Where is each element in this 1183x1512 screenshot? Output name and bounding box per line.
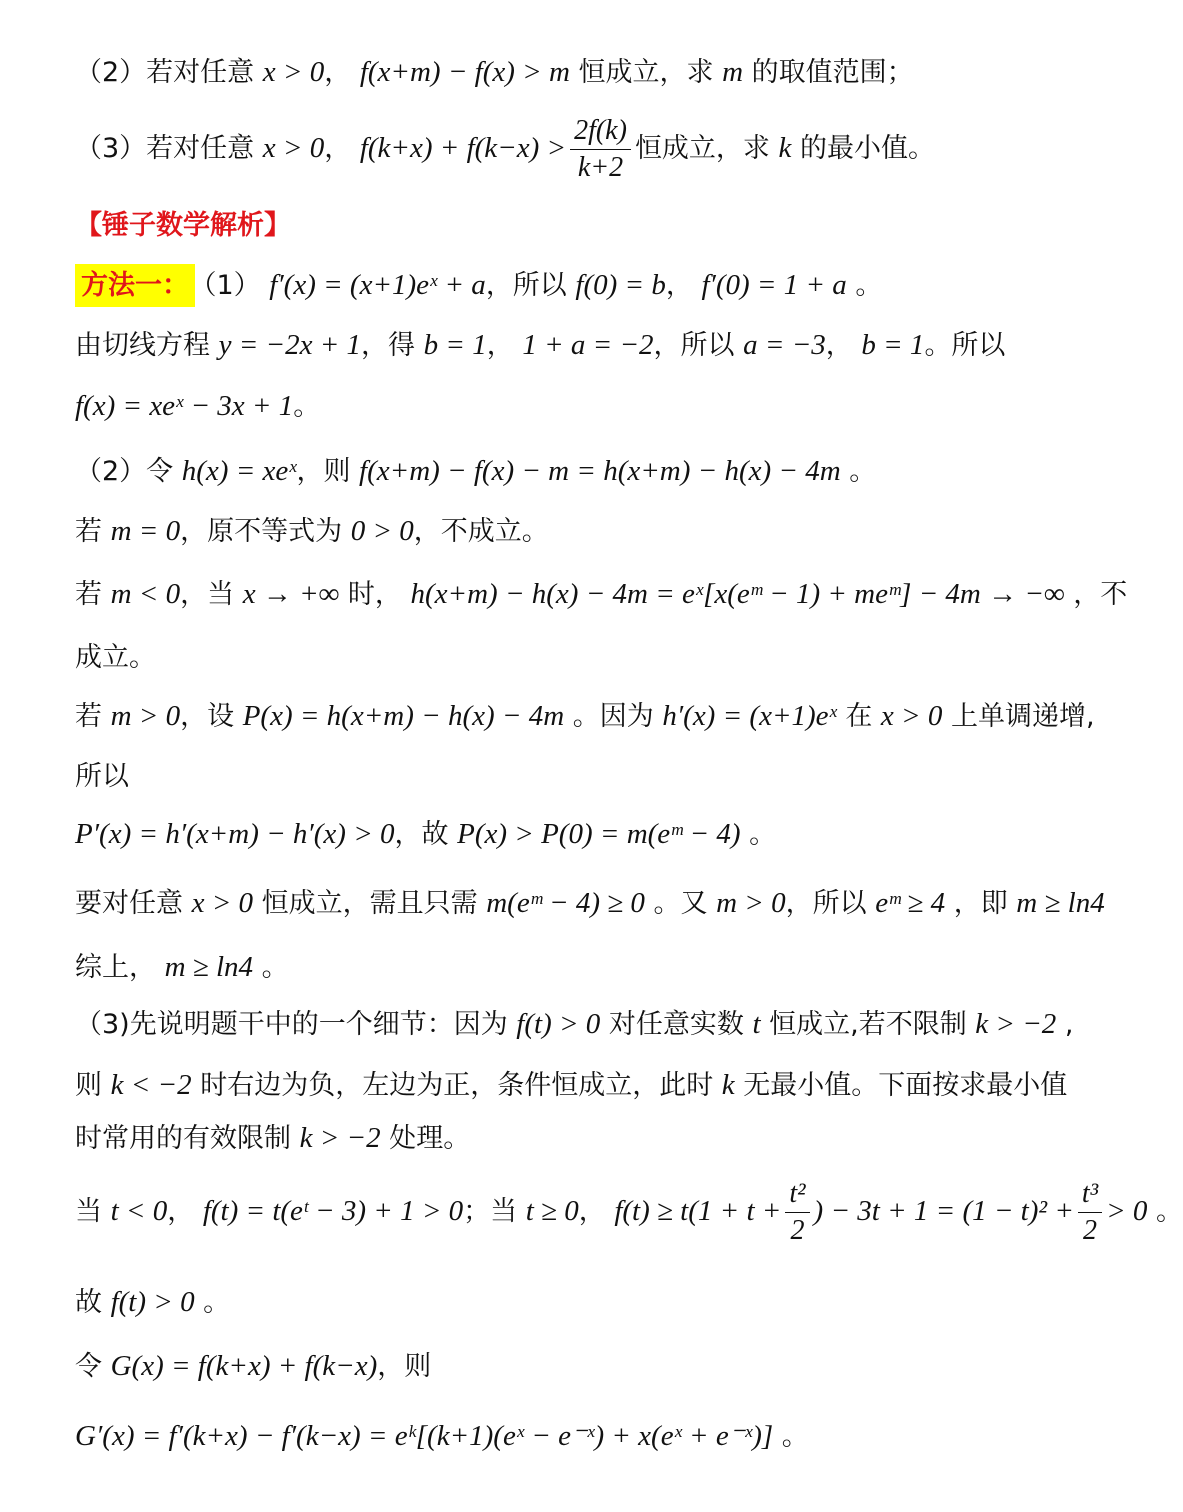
text-run: 若 xyxy=(75,579,111,610)
line-p3-detail-3 xyxy=(75,1118,1060,1159)
text-run: ，故 xyxy=(394,819,458,850)
text-run: 时右边为负，左边为正，条件恒成立，此时 xyxy=(191,1070,722,1101)
text-run: ， xyxy=(324,57,360,88)
text-run: ， xyxy=(578,1196,615,1227)
math-expression: k > −2 xyxy=(299,1122,381,1154)
line-f-positive xyxy=(75,1282,1060,1323)
line-solution-heading xyxy=(75,206,1060,246)
math-expression: P(x) > P(0) = m(eᵐ − 4) xyxy=(457,818,741,850)
text-run: ，当 xyxy=(180,579,243,610)
text-run: 。 xyxy=(1147,1196,1183,1227)
math-expression: P′(x) = h′(x+m) − h′(x) > 0 xyxy=(75,818,395,850)
text-run: ， xyxy=(167,1196,203,1227)
fraction-numerator: t² xyxy=(785,1178,809,1213)
math-expression: h(x+m) − h(x) − 4m = eˣ[x(eᵐ − 1) + meᵐ] − 4m → −∞ xyxy=(410,578,1065,610)
text-run: 。 xyxy=(194,1287,231,1318)
text-run: 则 xyxy=(75,1070,111,1101)
math-expression: f(t) ≥ t(1 + t + xyxy=(614,1195,782,1227)
text-run: 对任意实数 xyxy=(600,1009,753,1040)
text-run: 在 xyxy=(836,701,881,732)
text-run: ，所以 xyxy=(485,270,576,301)
math-expression: P(x) = h(x+m) − h(x) − 4m xyxy=(242,700,565,732)
math-expression: h(x) = xeˣ xyxy=(181,455,297,487)
text-run: 恒成立，求 xyxy=(634,133,779,164)
text-run: ，不成立。 xyxy=(413,516,549,547)
text-run: ，原不等式为 xyxy=(180,516,351,547)
text-run: （3)先说明题干中的一个细节：因为 xyxy=(75,1009,517,1040)
text-run: 。 xyxy=(840,456,877,487)
line-p-derivative xyxy=(75,814,1060,855)
math-expression: k > −2 xyxy=(975,1008,1057,1040)
text-run: ，所以 xyxy=(653,330,744,361)
line-so-line xyxy=(75,757,1060,797)
fraction-numerator: 2f(k) xyxy=(570,115,631,150)
math-expression: f′(0) = 1 + a xyxy=(701,269,847,301)
math-expression: f(x) = xeˣ − 3x + 1 xyxy=(75,390,294,422)
text-run: ， xyxy=(665,270,702,301)
math-expression: ) − 3t + 1 = (1 − t)² + xyxy=(813,1195,1074,1227)
text-run: 的最小值。 xyxy=(791,133,935,164)
math-expression: m = 0 xyxy=(110,515,181,547)
line-p3-question xyxy=(75,115,1060,184)
text-run: 若 xyxy=(75,516,111,547)
math-expression: f(x+m) − f(x) − m = h(x+m) − h(x) − 4m xyxy=(359,455,841,487)
text-run: 恒成立,若不限制 xyxy=(760,1009,976,1040)
math-expression: x > 0 xyxy=(262,56,325,88)
text-run: 。 xyxy=(846,270,883,301)
text-run: 故 xyxy=(75,1287,111,1318)
math-expression: f(k+x) + f(k−x) > xyxy=(359,132,567,164)
text-run: 令 xyxy=(75,1351,111,1382)
line-let-g xyxy=(75,1346,1060,1387)
fraction xyxy=(785,1178,809,1247)
text-run: ， xyxy=(324,133,360,164)
line-case-m-positive xyxy=(75,696,1095,737)
text-run: 。 xyxy=(740,819,777,850)
text-run: ， xyxy=(825,330,862,361)
math-expression: b = 1 xyxy=(423,329,487,361)
text-run: 【锤子数学解析】 xyxy=(75,210,291,241)
text-run: ，则 xyxy=(296,456,360,487)
text-run: 。所以 xyxy=(924,330,1006,361)
fraction-denominator: k+2 xyxy=(577,152,624,183)
line-p3-detail xyxy=(75,1004,1074,1045)
method-label: 方法一： xyxy=(75,264,195,307)
text-run: 上单调递增, xyxy=(942,701,1095,732)
fraction-denominator: 2 xyxy=(790,1215,805,1246)
line-g-derivative xyxy=(75,1416,1060,1457)
line-case-m-zero xyxy=(75,511,1060,552)
text-run: 所以 xyxy=(75,761,129,792)
text-run: ， xyxy=(486,330,523,361)
math-expression: t ≥ 0 xyxy=(525,1195,579,1227)
fraction-numerator: t³ xyxy=(1078,1178,1102,1213)
text-run: 处理。 xyxy=(380,1123,471,1154)
text-run: ；当 xyxy=(463,1196,526,1227)
fraction xyxy=(570,115,631,184)
text-run: 当 xyxy=(75,1196,111,1227)
text-run: 。又 xyxy=(644,888,717,919)
math-expression: f(0) = b xyxy=(575,269,666,301)
math-expression: > 0 xyxy=(1106,1195,1148,1227)
math-expression: a = −3 xyxy=(743,329,826,361)
text-run: ，设 xyxy=(180,701,243,732)
math-expression: f(t) > 0 xyxy=(516,1008,601,1040)
math-expression: m ≥ ln4 xyxy=(1016,887,1105,919)
math-expression: 0 > 0 xyxy=(350,515,414,547)
fraction xyxy=(1078,1178,1102,1247)
text-run: ，即 xyxy=(945,888,1017,919)
fraction-denominator: 2 xyxy=(1083,1215,1098,1246)
text-run: （3）若对任意 xyxy=(75,133,263,164)
text-run: 时， xyxy=(339,579,411,610)
line-conclusion-2 xyxy=(75,947,1060,988)
math-expression: m > 0 xyxy=(110,700,181,732)
math-expression: x > 0 xyxy=(191,887,254,919)
text-run: 成立。 xyxy=(75,642,156,673)
math-expression: y = −2x + 1 xyxy=(218,329,362,361)
text-run: 时常用的有效限制 xyxy=(75,1123,300,1154)
text-run: 综上， xyxy=(75,952,165,983)
math-expression: eᵐ ≥ 4 xyxy=(875,887,946,919)
math-expression: m < 0 xyxy=(110,578,181,610)
text-run: （2）令 xyxy=(75,456,182,487)
text-run: ，所以 xyxy=(785,888,876,919)
math-expression: f′(x) = (x+1)eˣ + a xyxy=(269,269,486,301)
text-run: （2）若对任意 xyxy=(75,57,263,88)
line-case-m-negative-end xyxy=(75,638,1060,678)
text-run: 无最小值。下面按求最小值 xyxy=(734,1070,1068,1101)
text-run: 要对任意 xyxy=(75,888,192,919)
text-run: 。 xyxy=(293,391,321,422)
math-expression: x → +∞ xyxy=(242,578,340,610)
math-expression: G′(x) = f′(k+x) − f′(k−x) = eᵏ[(k+1)(eˣ − e⁻ˣ) + x(eˣ + e⁻ˣ)] xyxy=(75,1420,774,1452)
math-expression: f(x+m) − f(x) > m xyxy=(359,56,570,88)
text-run: 。 xyxy=(253,952,289,983)
math-expression: m(eᵐ − 4) ≥ 0 xyxy=(486,887,645,919)
line-f-definition xyxy=(75,386,1060,427)
text-run: 恒成立，需且只需 xyxy=(253,888,487,919)
math-expression: G(x) = f(k+x) + f(k−x) xyxy=(110,1350,378,1382)
line-t-cases xyxy=(75,1178,1183,1247)
math-expression: f(t) = t(eᵗ − 3) + 1 > 0 xyxy=(202,1195,464,1227)
line-p3-detail-2 xyxy=(75,1065,1068,1106)
math-expression: k xyxy=(778,132,792,164)
text-run: ，不 xyxy=(1064,579,1128,610)
line-method-one xyxy=(75,265,1060,306)
math-expression: m > 0 xyxy=(716,887,786,919)
text-run: 由切线方程 xyxy=(75,330,219,361)
text-run: ，则 xyxy=(377,1351,432,1382)
text-run: 若 xyxy=(75,701,111,732)
math-expression: f(t) > 0 xyxy=(110,1286,195,1318)
text-run: 恒成立，求 xyxy=(569,57,723,88)
math-expression: b = 1 xyxy=(861,329,925,361)
line-tangent-line xyxy=(75,325,1060,366)
line-p2-question xyxy=(75,52,1060,93)
math-expression: t xyxy=(752,1008,761,1040)
text-run: （1） xyxy=(203,270,270,301)
math-expression: t < 0 xyxy=(110,1195,168,1227)
math-expression: h′(x) = (x+1)eˣ xyxy=(662,700,837,732)
text-run: , xyxy=(1056,1009,1074,1040)
math-expression: 1 + a = −2 xyxy=(522,329,654,361)
text-run: 。因为 xyxy=(564,701,663,732)
line-p2-let-h xyxy=(75,451,1060,492)
text-run: 的取值范围； xyxy=(743,57,914,88)
math-expression: m ≥ ln4 xyxy=(164,951,254,983)
math-expression: m xyxy=(722,56,744,88)
text-run: 。 xyxy=(773,1421,809,1452)
text-run: ，得 xyxy=(361,330,424,361)
line-requirement xyxy=(75,883,1105,924)
math-expression: k xyxy=(721,1069,735,1101)
math-expression: x > 0 xyxy=(880,700,943,732)
line-case-m-negative xyxy=(75,574,1128,615)
math-expression: x > 0 xyxy=(262,132,325,164)
math-expression: k < −2 xyxy=(110,1069,192,1101)
